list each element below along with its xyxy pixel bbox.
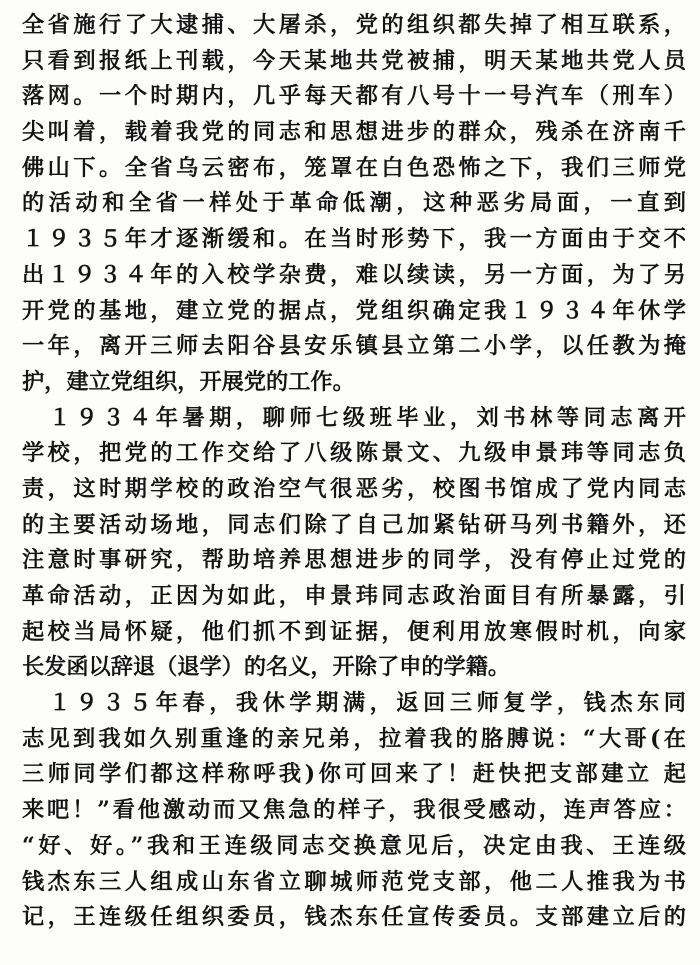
text-line: １９３４年暑期，聊师七级班毕业，刘书林等同志离开 <box>22 404 686 431</box>
text-line: 佛山下。全省乌云密布，笼罩在白色恐怖之下，我们三师党 <box>22 154 686 181</box>
text-line: 只看到报纸上刊载，今天某地共党被捕，明天某地共党人员 <box>22 47 686 74</box>
text-line: 长发函以辞退（退学）的名义，开除了申的学籍。 <box>22 654 511 681</box>
text-line: 志见到我如久别重逢的亲兄弟，拉着我的胳膊说：“大哥(在 <box>22 725 686 752</box>
text-line: 出１９３４年的入校学杂费，难以续读，另一方面，为了另 <box>22 261 686 288</box>
text-line: 记，王连级任组织委员，钱杰东任宣传委员。支部建立后的 <box>22 904 686 931</box>
text-line: 开党的基地，建立党的据点，党组织确定我１９３４年休学 <box>22 297 686 324</box>
text-line: 一年，离开三师去阳谷县安乐镇县立第二小学，以任教为掩 <box>22 333 686 360</box>
text-line: 革命活动，正因为如此，申景玮同志政治面目有所暴露，引 <box>22 583 686 609</box>
text-line: 责，这时期学校的政治空气很恶劣，校图书馆成了党内同志 <box>22 475 686 502</box>
text-line: 三师同学们都这样称呼我)你可回来了！赶快把支部建立 起 <box>22 761 686 788</box>
text-line: 起校当局怀疑，他们抓不到证据，便利用放寒假时机，向家 <box>22 618 686 645</box>
text-line: 注意时事研究，帮助培养思想进步的同学，没有停止过党的 <box>22 547 686 574</box>
text-line: 尖叫着，载着我党的同志和思想进步的群众，残杀在济南千 <box>22 119 686 146</box>
text-line: １９３５年才逐渐缓和。在当时形势下，我一方面由于交不 <box>22 226 686 253</box>
text-line: １９３５年春，我休学期满，返回三师复学，钱杰东同 <box>22 690 686 717</box>
text-line: 全省施行了大逮捕、大屠杀，党的组织都失掉了相互联系， <box>22 12 686 38</box>
text-line: 的活动和全省一样处于革命低潮，这种恶劣局面，一直到 <box>22 190 686 217</box>
text-line: 学校，把党的工作交给了八级陈景文、九级申景玮等同志负 <box>22 440 686 467</box>
text-line: 来吧！”看他激动而又焦急的样子，我很受感动，连声答应： <box>22 797 686 824</box>
body-text <box>22 8 686 936</box>
text-line: 落网。一个时期内，几乎每天都有八号十一号汽车（刑车） <box>22 83 686 110</box>
text-line: “好、好。”我和王连级同志交换意见后，决定由我、王连级 <box>22 832 686 859</box>
text-line: 护，建立党组织，开展党的工作。 <box>22 368 355 395</box>
text-line: 钱杰东三人组成山东省立聊城师范党支部，他二人推我为书 <box>22 868 686 895</box>
text-line: 的主要活动场地，同志们除了自己加紧钻研马列书籍外，还 <box>22 511 686 538</box>
